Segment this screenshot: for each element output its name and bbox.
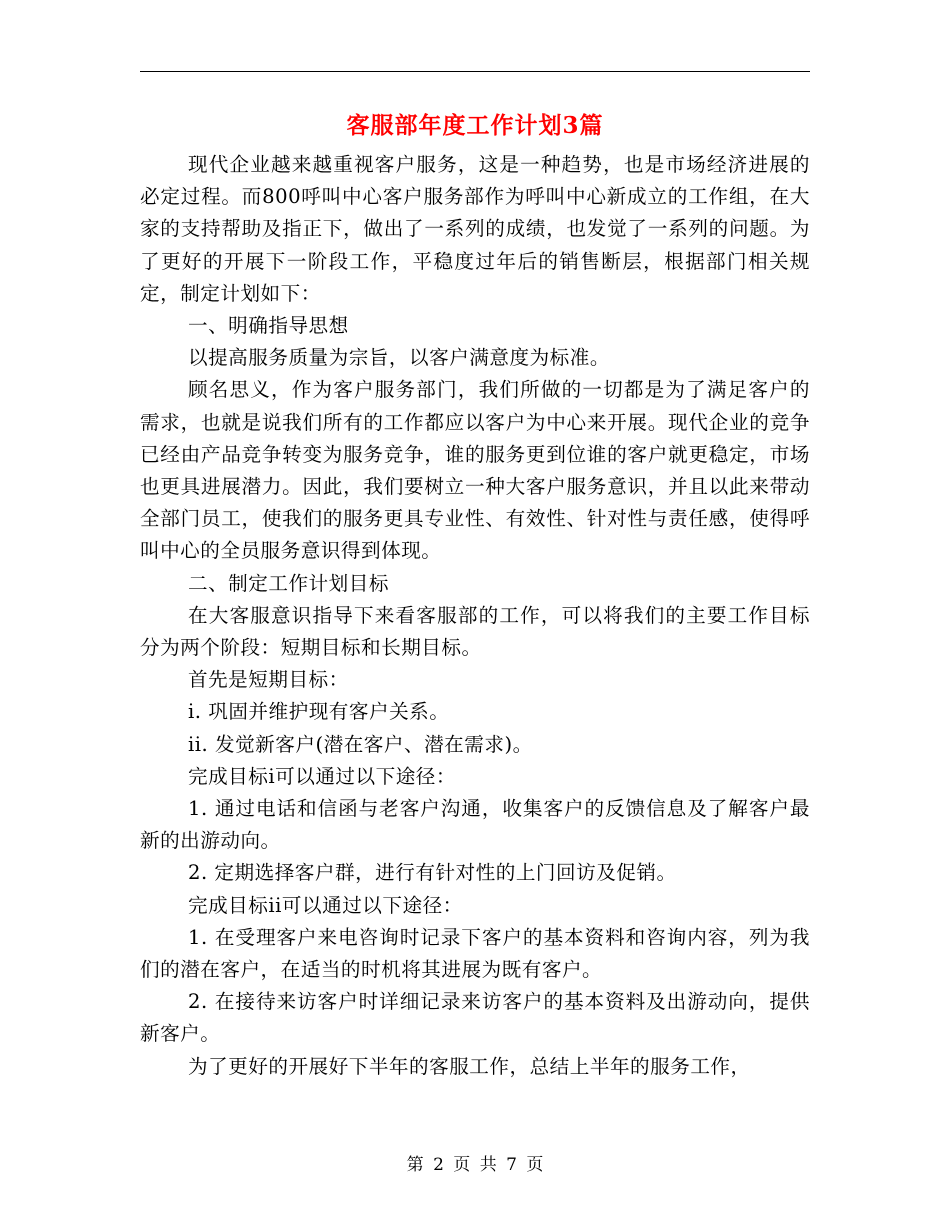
list-item: i. 巩固并维护现有客户关系。 (188, 700, 450, 724)
paragraph: 在大客服意识指导下来看客服部的工作，可以将我们的主要工作目标分为两个阶段：短期目标和长期目标。 (140, 603, 810, 660)
paragraph: 首先是短期目标： (188, 668, 349, 692)
paragraph: 完成目标i可以通过以下途径： (188, 764, 456, 788)
page-footer: 第 2 页 共 7 页 (406, 1155, 544, 1175)
paragraph: 以提高服务质量为宗旨，以客户满意度为标准。 (188, 346, 610, 370)
document-title: 客服部年度工作计划3篇 (346, 112, 604, 139)
list-item: ii. 发觉新客户(潜在客户、潜在需求)。 (188, 732, 533, 756)
list-item: 2. 在接待来访客户时详细记录来访客户的基本资料及出游动向，提供新客户。 (140, 990, 810, 1046)
document-body (140, 149, 810, 1083)
section-heading-1: 一、明确指导思想 (188, 314, 349, 338)
header-rule (140, 71, 810, 72)
list-item: 1. 在受理客户来电咨询时记录下客户的基本资料和咨询内容，列为我们的潜在客户，在适当的时机将其进展为既有客户。 (140, 925, 810, 982)
list-item: 2. 定期选择客户群，进行有针对性的上门回访及促销。 (188, 861, 677, 885)
list-item: 1. 通过电话和信函与老客户沟通，收集客户的反馈信息及了解客户最新的出游动向。 (140, 797, 810, 853)
section-heading-2: 二、制定工作计划目标 (188, 571, 389, 595)
paragraph-intro: 现代企业越来越重视客户服务，这是一种趋势，也是市场经济进展的必定过程。而800呼叫中心客户服务部作为呼叫中心新成立的工作组，在大家的支持帮助及指正下，做出了一系列的成绩，也发觉了一系列的问题。为了更好的开展下一阶段工作，平稳度过年后的销售断层，根据部门相关规定，制定计划如下： (140, 153, 810, 305)
paragraph: 顾名思义，作为客户服务部门，我们所做的一切都是为了满足客户的需求，也就是说我们所有的工作都应以客户为中心来开展。现代企业的竞争已经由产品竞争转变为服务竞争，谁的服务更到位谁的客户就更稳定，市场也更具进展潜力。因此，我们要树立一种大客户服务意识，并且以此来带动全部门员工，使我们的服务更具专业性、有效性、针对性与责任感，使得呼叫中心的全员服务意识得到体现。 (140, 378, 810, 563)
paragraph: 为了更好的开展好下半年的客服工作，总结上半年的服务工作， (188, 1054, 751, 1078)
paragraph: 完成目标ii可以通过以下途径： (188, 893, 463, 917)
